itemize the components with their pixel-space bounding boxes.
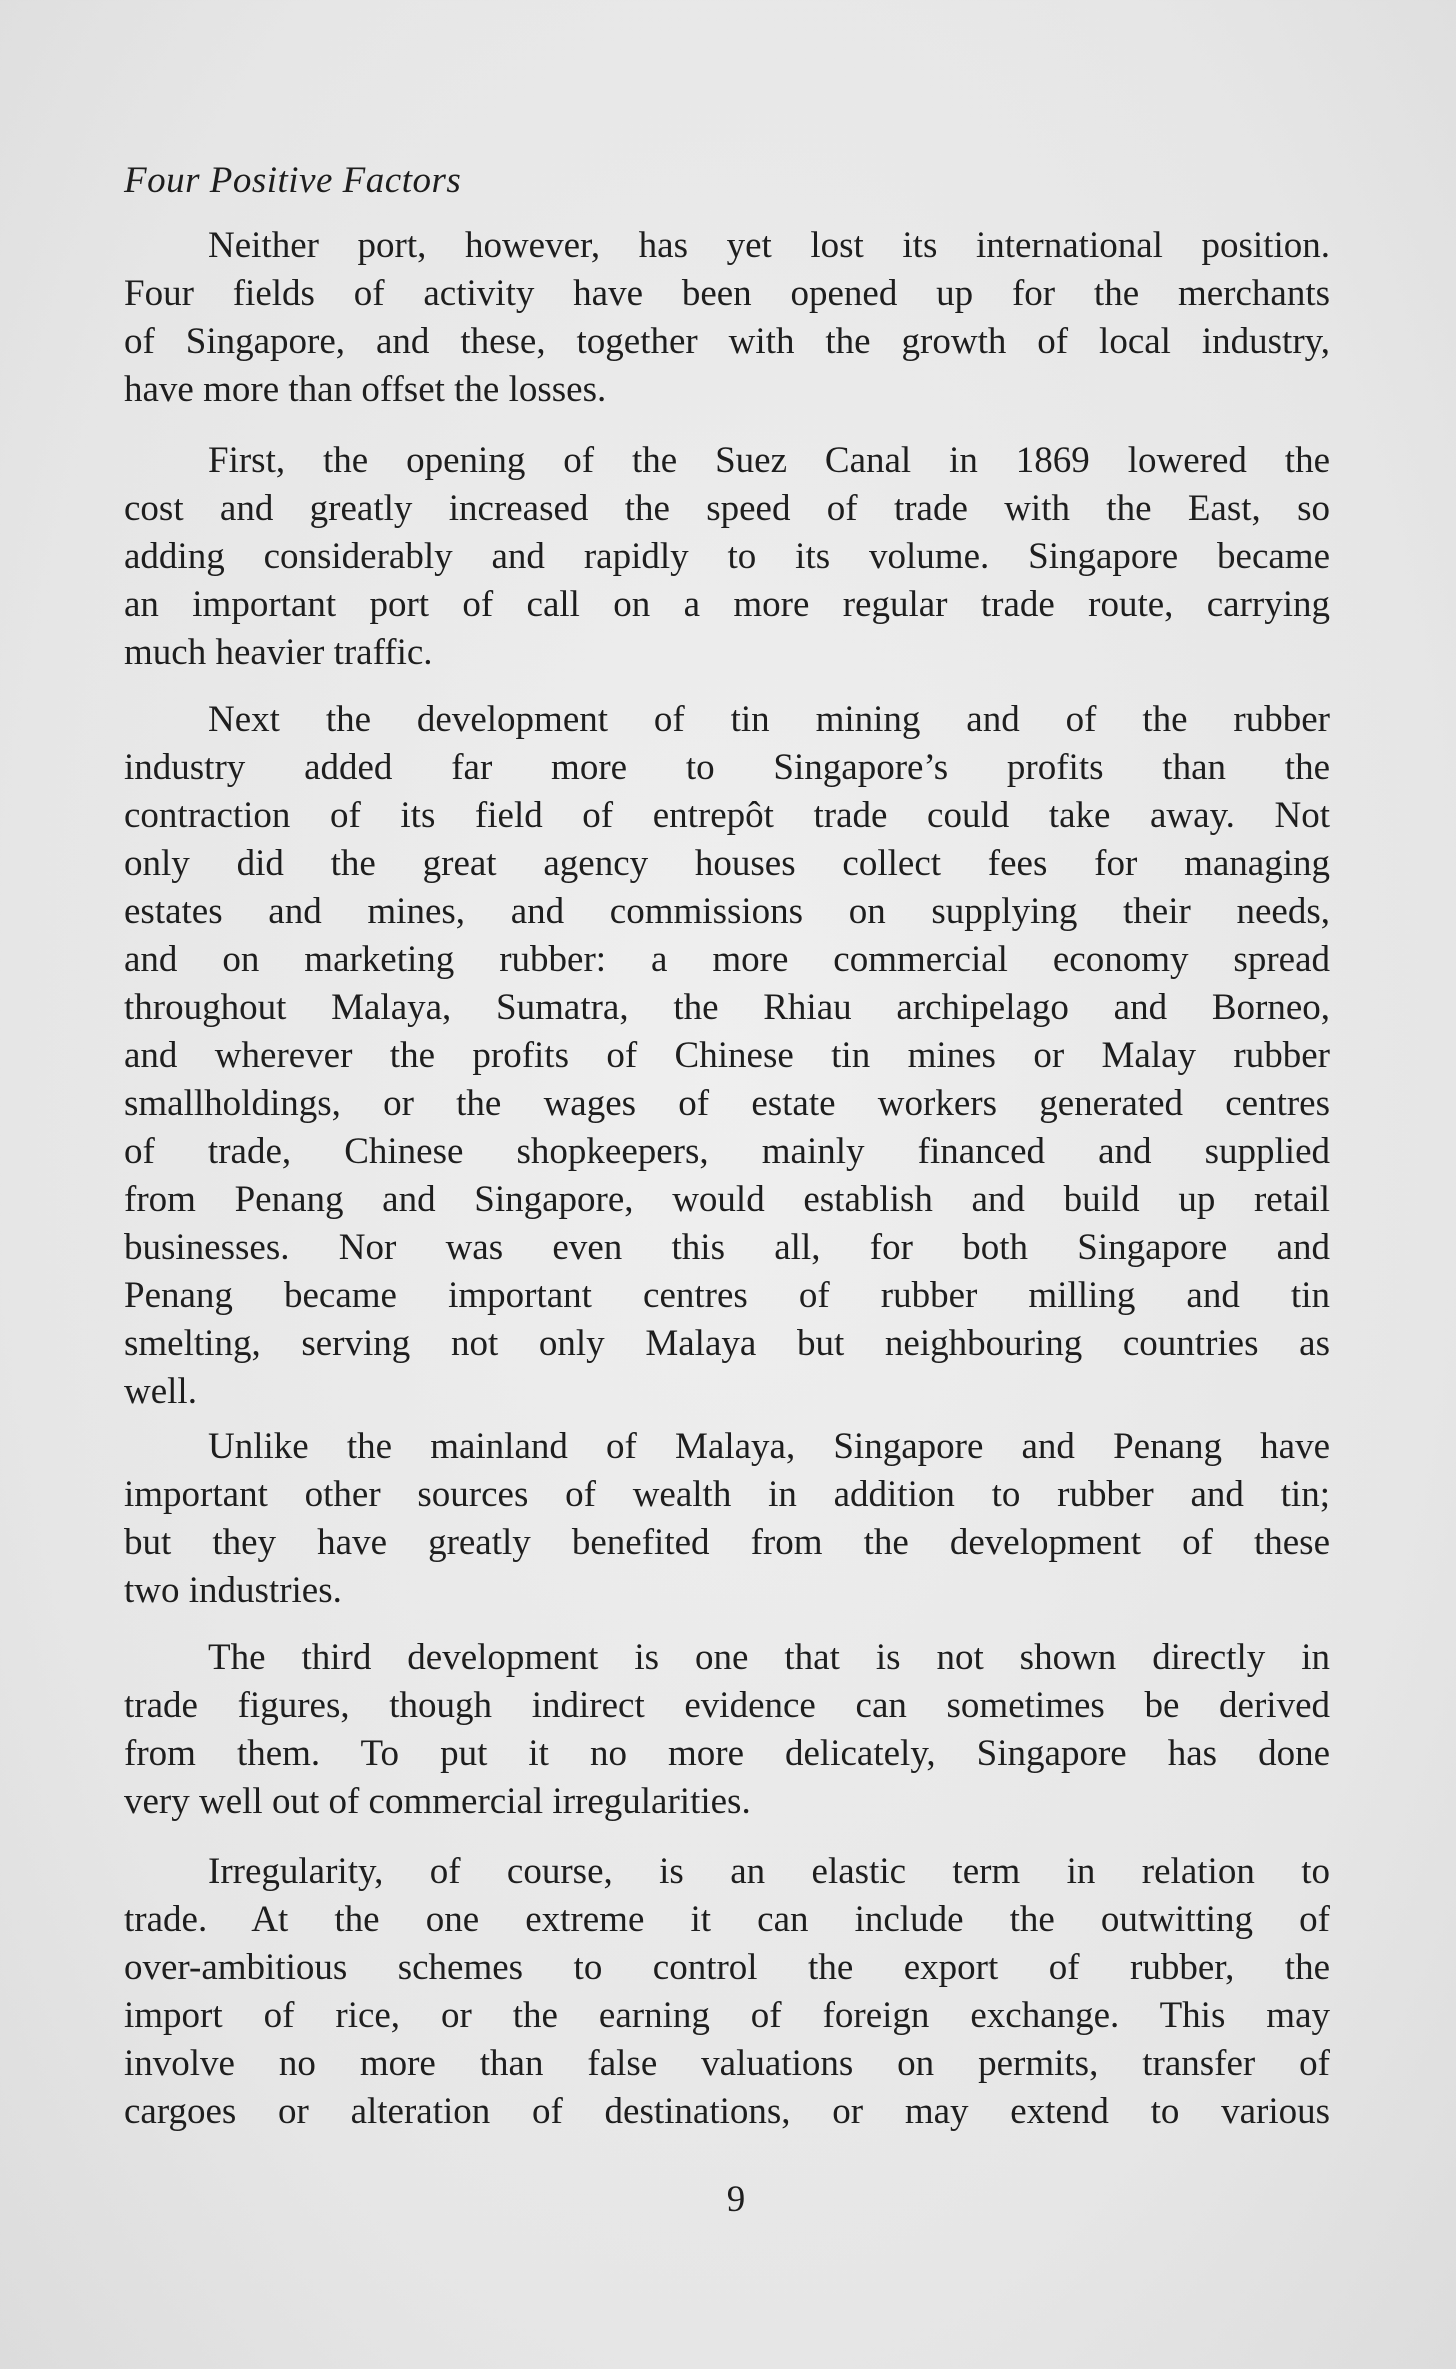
- text-line: adding considerably and rapidly to its volume. Singapore became: [124, 536, 1330, 577]
- text-line: of Singapore, and these, together with the growth of local industry,: [124, 321, 1330, 362]
- text-line: cost and greatly increased the speed of trade with the East, so: [124, 488, 1330, 529]
- text-line: Penang became important centres of rubber milling and tin: [124, 1275, 1330, 1316]
- text-line: estates and mines, and commissions on supplying their needs,: [124, 891, 1330, 932]
- text-line: two industries.: [124, 1570, 342, 1611]
- paragraph: [124, 1848, 1330, 2136]
- text-line: import of rice, or the earning of foreign exchange. This may: [124, 1995, 1330, 2036]
- text-line: contraction of its field of entrepôt trade could take away. Not: [124, 795, 1330, 836]
- text-line: have more than offset the losses.: [124, 369, 607, 410]
- page-number: 9: [726, 2179, 746, 2220]
- text-line: cargoes or alteration of destinations, or may extend to various: [124, 2091, 1330, 2132]
- paragraph: [124, 437, 1330, 677]
- paragraph: [124, 222, 1330, 414]
- text-line: an important port of call on a more regular trade route, carrying: [124, 584, 1330, 625]
- text-line: trade figures, though indirect evidence can sometimes be derived: [124, 1685, 1330, 1726]
- text-line: over-ambitious schemes to control the export of rubber, the: [124, 1947, 1330, 1988]
- section-heading: Four Positive Factors: [124, 160, 462, 201]
- text-line: Next the development of tin mining and of the rubber: [208, 699, 1330, 740]
- text-line: businesses. Nor was even this all, for both Singapore and: [124, 1227, 1330, 1268]
- text-line: from them. To put it no more delicately, Singapore has done: [124, 1733, 1330, 1774]
- text-line: throughout Malaya, Sumatra, the Rhiau archipelago and Borneo,: [124, 987, 1330, 1028]
- text-line: but they have greatly benefited from the development of these: [124, 1522, 1330, 1563]
- text-line: of trade, Chinese shopkeepers, mainly financed and supplied: [124, 1131, 1330, 1172]
- text-line: The third development is one that is not shown directly in: [208, 1637, 1330, 1678]
- text-line: very well out of commercial irregularities.: [124, 1781, 751, 1822]
- text-line: and wherever the profits of Chinese tin mines or Malay rubber: [124, 1035, 1330, 1076]
- text-line: and on marketing rubber: a more commercial economy spread: [124, 939, 1330, 980]
- paragraph: [124, 696, 1330, 1416]
- text-line: from Penang and Singapore, would establish and build up retail: [124, 1179, 1330, 1220]
- text-line: important other sources of wealth in addition to rubber and tin;: [124, 1474, 1330, 1515]
- text-line: Unlike the mainland of Malaya, Singapore and Penang have: [208, 1426, 1330, 1467]
- text-line: smallholdings, or the wages of estate workers generated centres: [124, 1083, 1330, 1124]
- text-line: Irregularity, of course, is an elastic term in relation to: [208, 1851, 1330, 1892]
- text-line: much heavier traffic.: [124, 632, 433, 673]
- text-line: involve no more than false valuations on permits, transfer of: [124, 2043, 1330, 2084]
- text-line: industry added far more to Singapore’s profits than the: [124, 747, 1330, 788]
- paragraph: [124, 1423, 1330, 1615]
- text-line: Four fields of activity have been opened up for the merchants: [124, 273, 1330, 314]
- text-line: trade. At the one extreme it can include the outwitting of: [124, 1899, 1330, 1940]
- text-line: only did the great agency houses collect fees for managing: [124, 843, 1330, 884]
- text-line: Neither port, however, has yet lost its international position.: [208, 225, 1330, 266]
- text-line: smelting, serving not only Malaya but neighbouring countries as: [124, 1323, 1330, 1364]
- text-line: First, the opening of the Suez Canal in 1869 lowered the: [208, 440, 1330, 481]
- paragraph: [124, 1634, 1330, 1826]
- text-line: well.: [124, 1371, 197, 1412]
